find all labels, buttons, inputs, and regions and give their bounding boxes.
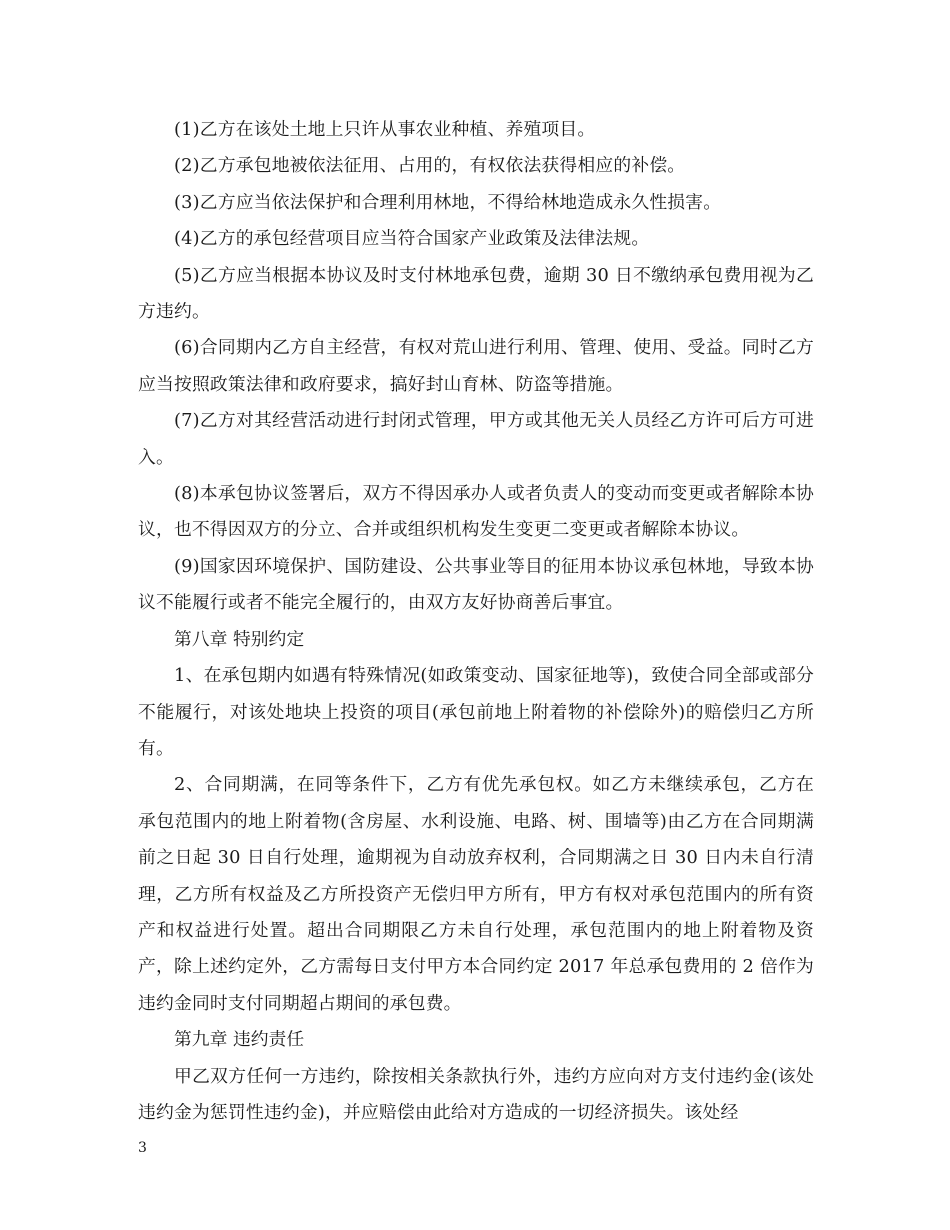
chapter-8-heading: 第八章 特别约定 xyxy=(174,628,305,650)
chapter-9-paragraph: 甲乙双方任何一方违约，除按相关条款执行外，违约方应向对方支付违约金(该处违约金为惩罚性违约金)，并应赔偿由此给对方造成的一切经济损失。该处经 xyxy=(138,1065,814,1123)
chapter-8-item-1: 1、在承包期内如遇有特殊情况(如政策变动、国家征地等)，致使合同全部或部分不能履行，对该处地块上投资的项目(承包前地上附着物的补偿除外)的赔偿归乙方所有。 xyxy=(138,665,814,759)
page-number: 3 xyxy=(138,1140,147,1156)
clause-2: (2)乙方承包地被依法征用、占用的，有权依法获得相应的补偿。 xyxy=(174,155,686,177)
clause-8: (8)本承包协议签署后，双方不得因承办人或者负责人的变动而变更或者解除本协议，也不得因双方的分立、合并或组织机构发生变更二变更或者解除本协议。 xyxy=(138,483,814,541)
chapter-9-heading: 第九章 违约责任 xyxy=(174,1029,305,1051)
clause-3: (3)乙方应当依法保护和合理利用林地，不得给林地造成永久性损害。 xyxy=(174,191,722,213)
clause-4: (4)乙方的承包经营项目应当符合国家产业政策及法律法规。 xyxy=(174,228,650,250)
document-body xyxy=(138,112,814,1131)
clause-5: (5)乙方应当根据本协议及时支付林地承包费，逾期 30 日不缴纳承包费用视为乙方违约。 xyxy=(138,264,814,323)
clause-6: (6)合同期内乙方自主经营，有权对荒山进行利用、管理、使用、受益。同时乙方应当按照政策法律和政府要求，搞好封山育林、防盗等措施。 xyxy=(138,337,814,395)
clause-7: (7)乙方对其经营活动进行封闭式管理，甲方或其他无关人员经乙方许可后方可进入。 xyxy=(138,410,814,468)
clause-1: (1)乙方在该处土地上只许从事农业种植、养殖项目。 xyxy=(174,119,596,140)
clause-9: (9)国家因环境保护、国防建设、公共事业等目的征用本协议承包林地，导致本协议不能履行或者不能完全履行的，由双方友好协商善后事宜。 xyxy=(138,555,814,614)
chapter-8-item-2: 2、合同期满，在同等条件下，乙方有优先承包权。如乙方未继续承包，乙方在承包范围内的地上附着物(含房屋、水利设施、电路、树、围墙等)由乙方在合同期满前之日起 30 日自行处理，逾期视为自动放弃权利，合同期满之日 30 日内未自行清理，乙方所有权益及乙方所投资产无偿归甲方所有，甲方有权对承包范围内的所有资产和权益进行处置。超出合同期限乙方未自行处理，承包范围内的地上附着物及资产，除上述约定外，乙方需每日支付甲方本合同约定 2017 年总承包费用的 2 倍作为违约金同时支付同期超占期间的承包费。 xyxy=(138,774,814,1014)
